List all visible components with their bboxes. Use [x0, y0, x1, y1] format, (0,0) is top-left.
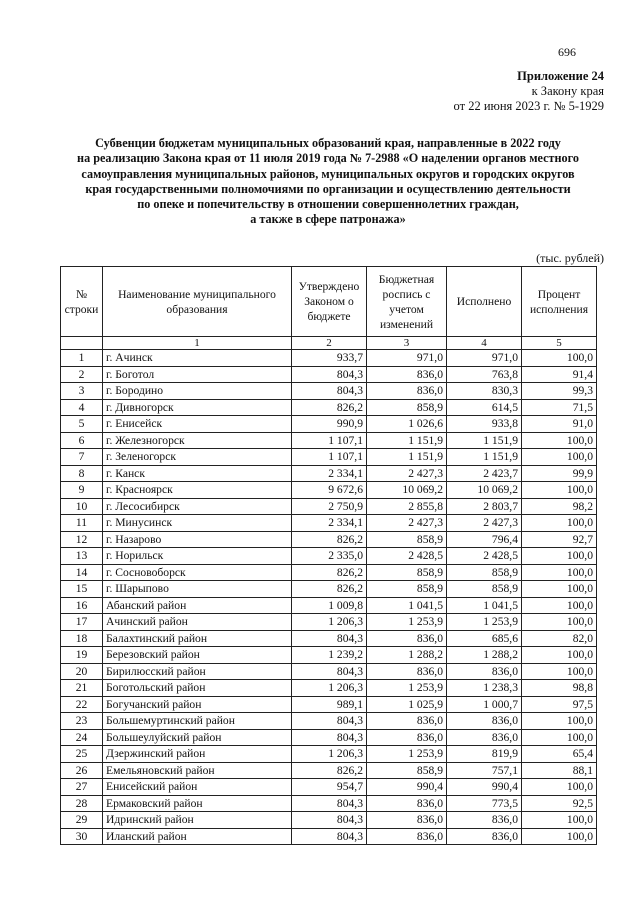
approved-value: 990,9 — [292, 416, 367, 433]
row-number: 22 — [61, 696, 103, 713]
municipality-name: г. Минусинск — [103, 515, 292, 532]
title-line: по опеке и попечительству в отношении совершеннолетних граждан, — [137, 197, 519, 212]
budget-schedule-value: 836,0 — [367, 383, 447, 400]
budget-schedule-value: 2 855,8 — [367, 498, 447, 515]
approved-value: 2 750,9 — [292, 498, 367, 515]
executed-value: 1 253,9 — [447, 614, 522, 631]
executed-value: 933,8 — [447, 416, 522, 433]
table-row — [61, 713, 597, 730]
budget-schedule-value: 2 427,3 — [367, 465, 447, 482]
budget-schedule-value: 836,0 — [367, 713, 447, 730]
row-number: 13 — [61, 548, 103, 565]
title-line: на реализацию Закона края от 11 июля 2019 года № 7-2988 «О наделении органов местного — [77, 151, 579, 166]
table-row — [61, 729, 597, 746]
budget-schedule-value: 10 069,2 — [367, 482, 447, 499]
appendix-label: Приложение 24 — [517, 69, 604, 83]
units-label: (тыс. рублей) — [536, 251, 604, 265]
executed-value: 2 428,5 — [447, 548, 522, 565]
row-number: 23 — [61, 713, 103, 730]
column-number: 4 — [447, 337, 522, 350]
table-row — [61, 449, 597, 466]
percent-value: 100,0 — [522, 548, 597, 565]
row-number: 28 — [61, 795, 103, 812]
approved-value: 989,1 — [292, 696, 367, 713]
approved-value: 804,3 — [292, 630, 367, 647]
municipality-name: г. Красноярск — [103, 482, 292, 499]
row-number: 6 — [61, 432, 103, 449]
municipality-name: Большеулуйский район — [103, 729, 292, 746]
municipality-name: Енисейский район — [103, 779, 292, 796]
executed-value: 2 427,3 — [447, 515, 522, 532]
row-number: 3 — [61, 383, 103, 400]
percent-value: 100,0 — [522, 515, 597, 532]
approved-value: 954,7 — [292, 779, 367, 796]
row-number: 24 — [61, 729, 103, 746]
budget-schedule-value: 836,0 — [367, 828, 447, 845]
budget-schedule-value: 858,9 — [367, 531, 447, 548]
approved-value: 826,2 — [292, 564, 367, 581]
row-number: 18 — [61, 630, 103, 647]
municipality-name: г. Канск — [103, 465, 292, 482]
municipality-name: Абанский район — [103, 597, 292, 614]
percent-value: 82,0 — [522, 630, 597, 647]
header-budget-schedule: Бюджетная роспись с учетом изменений — [367, 267, 447, 337]
page-number: 696 — [558, 45, 576, 59]
table-row — [61, 350, 597, 367]
approved-value: 1 239,2 — [292, 647, 367, 664]
executed-value: 1 151,9 — [447, 432, 522, 449]
percent-value: 65,4 — [522, 746, 597, 763]
executed-value: 2 423,7 — [447, 465, 522, 482]
municipality-name: Ермаковский район — [103, 795, 292, 812]
table-row — [61, 515, 597, 532]
executed-value: 614,5 — [447, 399, 522, 416]
table-header-row — [61, 267, 597, 337]
row-number: 25 — [61, 746, 103, 763]
percent-value: 100,0 — [522, 432, 597, 449]
approved-value: 804,3 — [292, 663, 367, 680]
municipality-name: Бирилюсский район — [103, 663, 292, 680]
table-row — [61, 828, 597, 845]
municipality-name: Дзержинский район — [103, 746, 292, 763]
approved-value: 1 009,8 — [292, 597, 367, 614]
municipality-name: г. Назарово — [103, 531, 292, 548]
row-number: 12 — [61, 531, 103, 548]
title-line: а также в сфере патронажа» — [250, 212, 406, 227]
budget-schedule-value: 1 253,9 — [367, 680, 447, 697]
budget-schedule-value: 836,0 — [367, 663, 447, 680]
table-row — [61, 647, 597, 664]
municipality-name: г. Норильск — [103, 548, 292, 565]
approved-value: 804,3 — [292, 729, 367, 746]
row-number: 30 — [61, 828, 103, 845]
row-number: 7 — [61, 449, 103, 466]
table-row — [61, 795, 597, 812]
table-row — [61, 779, 597, 796]
municipality-name: г. Дивногорск — [103, 399, 292, 416]
executed-value: 685,6 — [447, 630, 522, 647]
executed-value: 858,9 — [447, 564, 522, 581]
executed-value: 836,0 — [447, 828, 522, 845]
percent-value: 88,1 — [522, 762, 597, 779]
percent-value: 100,0 — [522, 647, 597, 664]
row-number: 27 — [61, 779, 103, 796]
header-approved: Утверждено Законом о бюджете — [292, 267, 367, 337]
column-number: 3 — [367, 337, 447, 350]
percent-value: 91,0 — [522, 416, 597, 433]
document-title — [58, 136, 598, 228]
table-row — [61, 498, 597, 515]
approved-value: 9 672,6 — [292, 482, 367, 499]
municipality-name: г. Лесосибирск — [103, 498, 292, 515]
executed-value: 1 000,7 — [447, 696, 522, 713]
row-number: 8 — [61, 465, 103, 482]
approved-value: 804,3 — [292, 812, 367, 829]
row-number: 14 — [61, 564, 103, 581]
executed-value: 990,4 — [447, 779, 522, 796]
table-row — [61, 564, 597, 581]
column-number: 1 — [103, 337, 292, 350]
table-row — [61, 630, 597, 647]
percent-value: 100,0 — [522, 713, 597, 730]
header-municipality: Наименование муниципального образования — [103, 267, 292, 337]
municipality-name: г. Сосновоборск — [103, 564, 292, 581]
percent-value: 100,0 — [522, 812, 597, 829]
budget-schedule-value: 1 253,9 — [367, 614, 447, 631]
approved-value: 1 206,3 — [292, 680, 367, 697]
approved-value: 933,7 — [292, 350, 367, 367]
column-number: 5 — [522, 337, 597, 350]
percent-value: 92,5 — [522, 795, 597, 812]
executed-value: 10 069,2 — [447, 482, 522, 499]
approved-value: 1 107,1 — [292, 449, 367, 466]
percent-value: 92,7 — [522, 531, 597, 548]
budget-schedule-value: 971,0 — [367, 350, 447, 367]
table-row — [61, 531, 597, 548]
percent-value: 100,0 — [522, 350, 597, 367]
title-line: края государственными полномочиями по организации и осуществлению деятельности — [85, 181, 571, 196]
percent-value: 100,0 — [522, 449, 597, 466]
subventions-table — [60, 266, 597, 845]
municipality-name: г. Шарыпово — [103, 581, 292, 598]
budget-schedule-value: 836,0 — [367, 630, 447, 647]
budget-schedule-value: 2 427,3 — [367, 515, 447, 532]
row-number: 2 — [61, 366, 103, 383]
row-number: 1 — [61, 350, 103, 367]
approved-value: 826,2 — [292, 531, 367, 548]
header-executed: Исполнено — [447, 267, 522, 337]
percent-value: 100,0 — [522, 663, 597, 680]
table-row — [61, 597, 597, 614]
executed-value: 757,1 — [447, 762, 522, 779]
row-number: 29 — [61, 812, 103, 829]
percent-value: 100,0 — [522, 828, 597, 845]
municipality-name: Березовский район — [103, 647, 292, 664]
municipality-name: г. Енисейск — [103, 416, 292, 433]
executed-value: 836,0 — [447, 713, 522, 730]
table-row — [61, 581, 597, 598]
budget-schedule-value: 1 025,9 — [367, 696, 447, 713]
table-row — [61, 663, 597, 680]
title-line: Субвенции бюджетам муниципальных образований края, направленные в 2022 году — [95, 136, 561, 150]
table-row — [61, 399, 597, 416]
budget-schedule-value: 858,9 — [367, 564, 447, 581]
row-number: 20 — [61, 663, 103, 680]
municipality-name: г. Железногорск — [103, 432, 292, 449]
percent-value: 98,8 — [522, 680, 597, 697]
budget-schedule-value: 1 151,9 — [367, 432, 447, 449]
executed-value: 858,9 — [447, 581, 522, 598]
percent-value: 100,0 — [522, 779, 597, 796]
budget-schedule-value: 1 041,5 — [367, 597, 447, 614]
executed-value: 830,3 — [447, 383, 522, 400]
municipality-name: Богучанский район — [103, 696, 292, 713]
table-row — [61, 696, 597, 713]
appendix-block — [454, 69, 604, 114]
column-number-row — [61, 337, 597, 350]
percent-value: 98,2 — [522, 498, 597, 515]
column-number — [61, 337, 103, 350]
budget-schedule-value: 858,9 — [367, 399, 447, 416]
executed-value: 819,9 — [447, 746, 522, 763]
table-row — [61, 465, 597, 482]
approved-value: 1 206,3 — [292, 746, 367, 763]
municipality-name: г. Бородино — [103, 383, 292, 400]
table-row — [61, 432, 597, 449]
municipality-name: Большемуртинский район — [103, 713, 292, 730]
executed-value: 1 288,2 — [447, 647, 522, 664]
approved-value: 804,3 — [292, 366, 367, 383]
header-row-number: № строки — [61, 267, 103, 337]
budget-schedule-value: 2 428,5 — [367, 548, 447, 565]
table-row — [61, 366, 597, 383]
budget-schedule-value: 858,9 — [367, 762, 447, 779]
row-number: 19 — [61, 647, 103, 664]
approved-value: 2 335,0 — [292, 548, 367, 565]
approved-value: 2 334,1 — [292, 465, 367, 482]
budget-schedule-value: 858,9 — [367, 581, 447, 598]
municipality-name: г. Боготол — [103, 366, 292, 383]
table-row — [61, 762, 597, 779]
approved-value: 826,2 — [292, 762, 367, 779]
budget-schedule-value: 1 026,6 — [367, 416, 447, 433]
table-row — [61, 416, 597, 433]
table-row — [61, 746, 597, 763]
table-row — [61, 383, 597, 400]
appendix-law-ref: к Закону края — [531, 84, 604, 98]
budget-schedule-value: 836,0 — [367, 366, 447, 383]
row-number: 26 — [61, 762, 103, 779]
percent-value: 100,0 — [522, 729, 597, 746]
title-line: самоуправления муниципальных районов, муниципальных округов и городских округов — [81, 166, 575, 181]
approved-value: 804,3 — [292, 383, 367, 400]
executed-value: 773,5 — [447, 795, 522, 812]
percent-value: 100,0 — [522, 581, 597, 598]
executed-value: 2 803,7 — [447, 498, 522, 515]
approved-value: 1 206,3 — [292, 614, 367, 631]
municipality-name: Ачинский район — [103, 614, 292, 631]
municipality-name: Иланский район — [103, 828, 292, 845]
budget-schedule-value: 836,0 — [367, 729, 447, 746]
row-number: 5 — [61, 416, 103, 433]
row-number: 17 — [61, 614, 103, 631]
percent-value: 99,9 — [522, 465, 597, 482]
approved-value: 804,3 — [292, 713, 367, 730]
executed-value: 971,0 — [447, 350, 522, 367]
row-number: 4 — [61, 399, 103, 416]
table-row — [61, 548, 597, 565]
percent-value: 91,4 — [522, 366, 597, 383]
executed-value: 836,0 — [447, 812, 522, 829]
municipality-name: Боготольский район — [103, 680, 292, 697]
approved-value: 826,2 — [292, 399, 367, 416]
approved-value: 804,3 — [292, 795, 367, 812]
percent-value: 100,0 — [522, 614, 597, 631]
executed-value: 1 041,5 — [447, 597, 522, 614]
row-number: 11 — [61, 515, 103, 532]
table-row — [61, 680, 597, 697]
municipality-name: Емельяновский район — [103, 762, 292, 779]
table-row — [61, 482, 597, 499]
table-row — [61, 614, 597, 631]
executed-value: 836,0 — [447, 729, 522, 746]
row-number: 15 — [61, 581, 103, 598]
executed-value: 763,8 — [447, 366, 522, 383]
column-number: 2 — [292, 337, 367, 350]
row-number: 21 — [61, 680, 103, 697]
approved-value: 2 334,1 — [292, 515, 367, 532]
percent-value: 99,3 — [522, 383, 597, 400]
executed-value: 836,0 — [447, 663, 522, 680]
budget-schedule-value: 990,4 — [367, 779, 447, 796]
budget-schedule-value: 836,0 — [367, 812, 447, 829]
appendix-law-date: от 22 июня 2023 г. № 5-1929 — [453, 99, 604, 113]
municipality-name: г. Ачинск — [103, 350, 292, 367]
municipality-name: Балахтинский район — [103, 630, 292, 647]
budget-schedule-value: 1 151,9 — [367, 449, 447, 466]
percent-value: 97,5 — [522, 696, 597, 713]
municipality-name: г. Зеленогорск — [103, 449, 292, 466]
row-number: 10 — [61, 498, 103, 515]
percent-value: 100,0 — [522, 564, 597, 581]
municipality-name: Идринский район — [103, 812, 292, 829]
executed-value: 796,4 — [447, 531, 522, 548]
budget-schedule-value: 1 288,2 — [367, 647, 447, 664]
percent-value: 100,0 — [522, 597, 597, 614]
approved-value: 804,3 — [292, 828, 367, 845]
executed-value: 1 151,9 — [447, 449, 522, 466]
approved-value: 826,2 — [292, 581, 367, 598]
row-number: 9 — [61, 482, 103, 499]
approved-value: 1 107,1 — [292, 432, 367, 449]
header-percent: Процент исполнения — [522, 267, 597, 337]
percent-value: 71,5 — [522, 399, 597, 416]
row-number: 16 — [61, 597, 103, 614]
budget-schedule-value: 1 253,9 — [367, 746, 447, 763]
table-row — [61, 812, 597, 829]
budget-schedule-value: 836,0 — [367, 795, 447, 812]
executed-value: 1 238,3 — [447, 680, 522, 697]
percent-value: 100,0 — [522, 482, 597, 499]
